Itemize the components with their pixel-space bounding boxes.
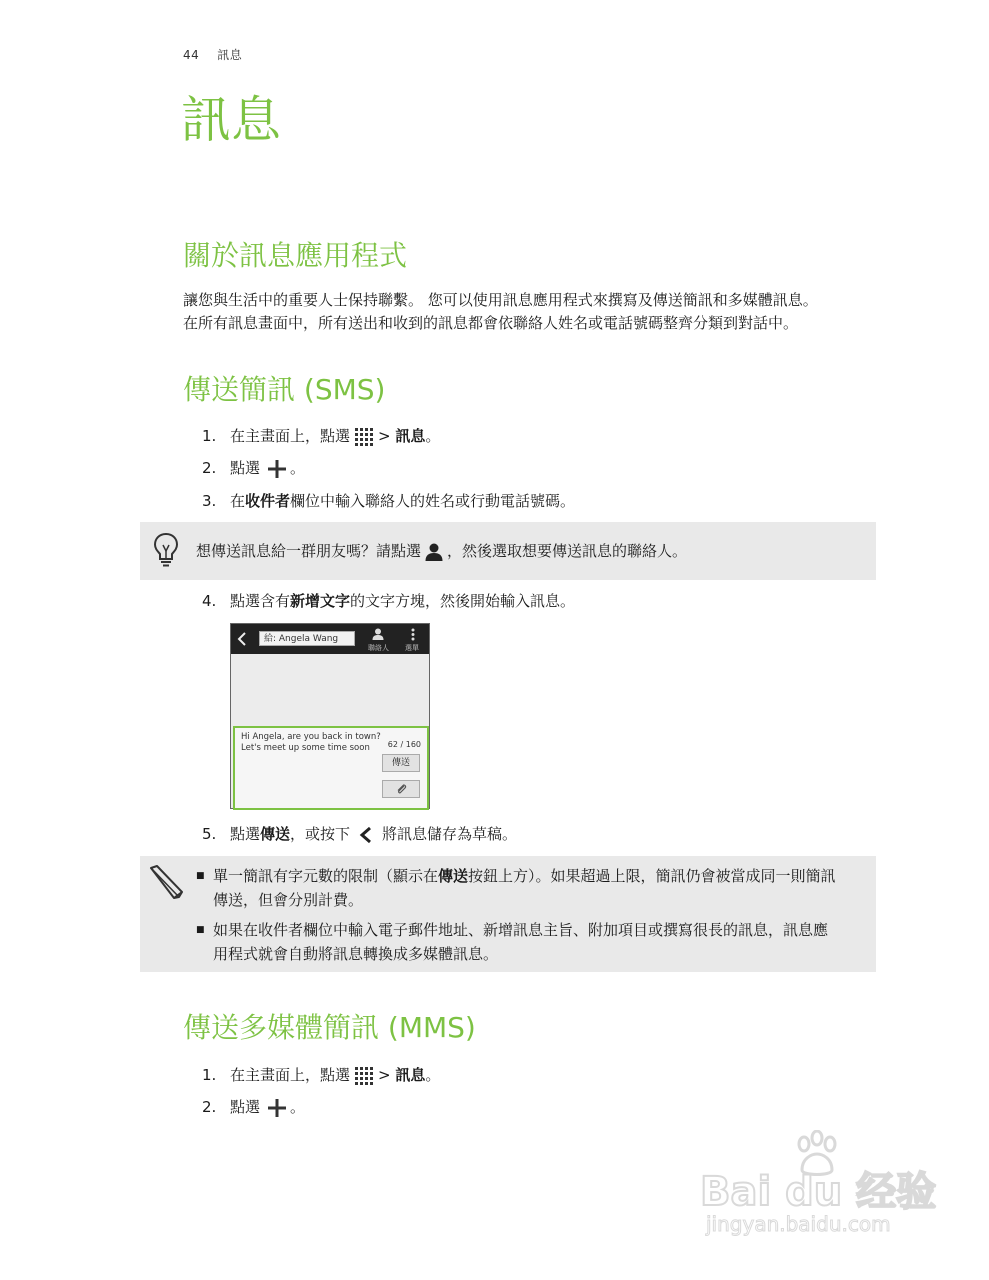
sms-step-2: 2. 點選 。 bbox=[202, 459, 306, 477]
back-arrow-icon[interactable] bbox=[237, 632, 247, 646]
mms-step-1: 1. 在主畫面上，點選 > 訊息。 bbox=[202, 1066, 441, 1084]
sms-step-4: 4. 點選含有新增文字的文字方塊，然後開始輸入訊息。 bbox=[202, 592, 576, 610]
bullet-icon: ■ bbox=[196, 925, 205, 935]
apps-grid-icon bbox=[355, 428, 373, 446]
tip-text: 想傳送訊息給一群朋友嗎？請點選 ，然後選取想要傳送訊息的聯絡人。 bbox=[196, 542, 688, 560]
menu-label: 選單 bbox=[405, 644, 419, 652]
about-line-1: 讓您與生活中的重要人士保持聯繫。 您可以使用訊息應用程式來撰寫及傳送簡訊和多媒體訊息。 bbox=[183, 291, 818, 309]
watermark-url: jingyan.baidu.com bbox=[706, 1212, 891, 1236]
attach-button[interactable] bbox=[382, 780, 420, 798]
watermark-brand: Bai du 经验 bbox=[700, 1169, 937, 1215]
page-number: 44 bbox=[183, 48, 200, 62]
about-paragraph bbox=[183, 289, 883, 335]
menu-dots-icon[interactable] bbox=[411, 628, 415, 641]
phone-action-bar bbox=[231, 624, 429, 654]
bullet-icon: ■ bbox=[196, 871, 205, 881]
lightbulb-icon bbox=[153, 532, 179, 568]
contacts-label: 聯絡人 bbox=[368, 644, 389, 652]
message-text[interactable]: Hi Angela, are you back in town? Let's meet up some time soon bbox=[241, 732, 381, 753]
baidu-watermark bbox=[700, 1130, 940, 1250]
sms-title: 傳送簡訊 (SMS) bbox=[183, 373, 386, 406]
pencil-icon bbox=[148, 864, 184, 900]
person-icon bbox=[425, 543, 443, 561]
sms-step-1: 1. 在主畫面上，點選 > 訊息。 bbox=[202, 427, 441, 445]
phone-screenshot bbox=[230, 623, 430, 809]
recipient-field[interactable]: 給: Angela Wang bbox=[259, 631, 355, 646]
note-item-2: ■ 如果在收件者欄位中輸入電子郵件地址、新增訊息主旨、附加項目或撰寫很長的訊息，訊息應 用程式就會自動將訊息轉換成多媒體訊息。 bbox=[196, 918, 876, 966]
mms-step-2: 2. 點選 。 bbox=[202, 1098, 306, 1116]
about-title: 關於訊息應用程式 bbox=[183, 239, 408, 272]
compose-box[interactable] bbox=[233, 726, 429, 810]
send-button[interactable]: 傳送 bbox=[382, 754, 420, 772]
paperclip-icon bbox=[395, 783, 407, 795]
sms-step-5: 5. 點選傳送，或按下 將訊息儲存為草稿。 bbox=[202, 825, 518, 843]
contacts-icon[interactable] bbox=[372, 628, 384, 640]
chapter-title: 訊息 bbox=[181, 91, 281, 149]
plus-icon bbox=[268, 1099, 286, 1117]
note-item-1: ■ 單一簡訊有字元數的限制（顯示在傳送按鈕上方）。如果超過上限，簡訊仍會被當成同一則簡訊 傳送，但會分別計費。 bbox=[196, 864, 876, 912]
back-icon bbox=[358, 826, 374, 844]
apps-grid-icon bbox=[355, 1067, 373, 1085]
plus-icon bbox=[268, 460, 286, 478]
char-counter: 62 / 160 bbox=[387, 740, 421, 749]
page-header bbox=[183, 46, 242, 63]
mms-title: 傳送多媒體簡訊 (MMS) bbox=[183, 1011, 476, 1044]
sms-step-3: 3. 在收件者欄位中輸入聯絡人的姓名或行動電話號碼。 bbox=[202, 492, 576, 510]
about-line-2: 在所有訊息畫面中，所有送出和收到的訊息都會依聯絡人姓名或電話號碼整齊分類到對話中。 bbox=[183, 314, 799, 332]
header-section: 訊息 bbox=[217, 48, 243, 62]
